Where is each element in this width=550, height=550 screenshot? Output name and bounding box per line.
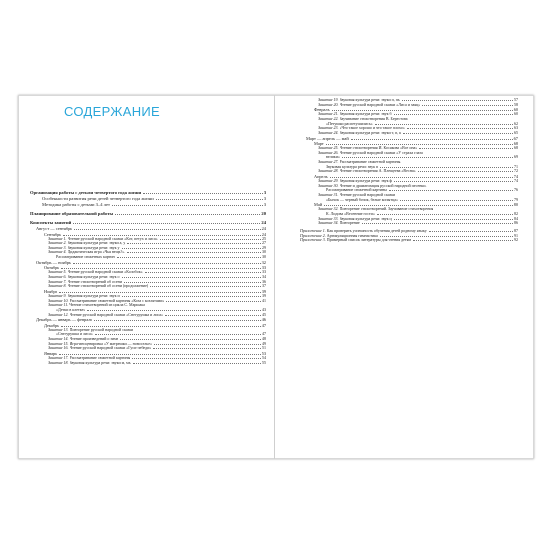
toc-page-number: 39	[261, 288, 266, 294]
toc-dot-leader	[61, 326, 261, 327]
toc-page-number: 33	[261, 265, 266, 271]
toc-entry-text: Март — апрель — май	[306, 135, 349, 141]
toc-entry-text: велики»	[326, 155, 340, 160]
toc-page-number: 60	[514, 112, 518, 117]
toc-entry-label: Занятие 2.	[48, 241, 67, 246]
toc-entry[interactable]	[300, 238, 518, 243]
toc-dot-leader	[407, 128, 513, 129]
toc-entry-text: Организация работы с детьми четвертого года жизни	[30, 190, 142, 195]
toc-entry-text: Повторение	[339, 221, 360, 226]
toc-entry-text: Февраль	[314, 107, 330, 113]
toc-page-number: 72	[514, 169, 518, 174]
toc-dot-leader	[95, 334, 261, 335]
toc-entry-label: Приложение 1.	[300, 228, 326, 233]
toc-page-number: 51	[262, 346, 266, 351]
toc-entry-label: Занятие 8.	[48, 284, 67, 289]
toc-entry-text: Звуковая культура речи: звук и	[67, 293, 120, 298]
toc-dot-leader	[117, 257, 261, 258]
toc-page-number: 76	[514, 188, 518, 193]
toc-entry-text: Чтение стихотворения А. Плещеева «Весна»	[339, 169, 416, 174]
toc-entry-text: Сентябрь	[44, 231, 62, 237]
toc-page-number: 37	[262, 284, 266, 289]
toc-entry-text: Звуковая культура речи: звуки м, мь	[69, 360, 131, 365]
toc-entry-label: Занятие 28.	[318, 169, 339, 174]
toc-dot-leader	[362, 223, 513, 224]
toc-entry-text: Ноябрь	[44, 288, 58, 294]
toc-page-number: 24	[261, 231, 266, 237]
toc-entry-label: Занятие 26.	[318, 150, 339, 155]
toc-entry-label: Занятие 34.	[318, 221, 339, 226]
toc-entry-text: Звуковая культура речи: звук ф	[339, 179, 393, 184]
toc-page-number: 41	[262, 298, 266, 303]
toc-page-number: 82	[514, 211, 518, 216]
toc-entry-text: Чтение стихотворений об осени (продолжение)	[67, 284, 149, 289]
toc-page-number: 71	[514, 164, 518, 169]
toc-entry-text: Звуковая культура речи: звуки а, у	[67, 241, 126, 246]
toc-dot-leader	[127, 243, 261, 244]
toc-page-number: 27	[262, 241, 266, 246]
toc-page-number: 86	[514, 221, 518, 226]
toc-entry-text: Звуковая культура речи: звук у	[67, 245, 120, 250]
toc-entry-text: «Петушки распетушились»	[326, 121, 373, 126]
toc-entry-label: Занятие 31.	[318, 193, 339, 197]
toc-entry-text: Звуковая культура речи: звук о	[67, 274, 120, 279]
toc-page-number: 54	[262, 355, 266, 360]
toc-dot-leader	[375, 124, 513, 125]
toc-entry-label: Занятие 22.	[318, 116, 339, 121]
toc-entry-label: Занятие 10.	[48, 298, 69, 303]
toc-entry-text: Октябрь	[44, 265, 60, 271]
toc-page-number: 3	[263, 196, 266, 201]
toc-entry-text: Игра-инсценировка «У матрешки — новоселье»	[69, 341, 152, 346]
toc-dot-leader	[403, 133, 513, 134]
toc-entry-label: Занятие 9.	[48, 293, 67, 298]
toc-dot-leader	[166, 301, 261, 302]
toc-dot-leader	[419, 148, 513, 149]
toc-left-column	[30, 190, 266, 365]
toc-entry-text: Декабрь	[44, 322, 60, 328]
toc-entry-label: Занятие 21.	[318, 112, 339, 117]
toc-entry-label: Занятие 6.	[48, 274, 67, 279]
toc-entry-text: Звуковая культура речи: звук п	[326, 164, 379, 169]
toc-entry-label: Занятие 13.	[48, 327, 69, 332]
toc-dot-leader	[380, 236, 513, 237]
toc-dot-leader	[160, 239, 261, 240]
toc-page-number: 74	[513, 174, 518, 180]
toc-page-number: 29	[262, 245, 266, 250]
toc-entry-label: Занятие 33.	[318, 216, 339, 221]
toc-entry-text: Звуковая культура речи: звук ц	[339, 216, 392, 221]
toc-entry-text: Чтение русской народной сказки «У страха глаза	[339, 150, 423, 155]
toc-entry-label: Занятие 15.	[48, 341, 69, 346]
toc-entry-text: Апрель	[314, 174, 328, 180]
toc-dot-leader	[115, 214, 260, 215]
toc-page-number: 34	[262, 274, 266, 279]
toc-entry-text: «Бычок — черный бочок, белые копытца»	[326, 197, 399, 202]
toc-entry-label: Приложение 3.	[300, 238, 326, 243]
toc-page-number: 55	[262, 360, 266, 365]
toc-page-number: 80	[513, 202, 518, 208]
toc-entry-text: Чтение стихотворений об осени	[67, 279, 122, 284]
toc-page-number: 57	[514, 98, 518, 102]
toc-page-number: 91	[514, 233, 518, 238]
toc-dot-leader	[394, 219, 513, 220]
page-title: СОДЕРЖАНИЕ	[64, 104, 161, 119]
toc-entry-text: Повторение русской народной сказки	[69, 327, 134, 332]
toc-entry-label: Занятие 5.	[48, 270, 67, 275]
toc-page-number: 20	[261, 211, 266, 216]
toc-entry-text: Звуковая культура речи: звуки п, пь	[339, 98, 400, 102]
toc-dot-leader	[342, 157, 513, 158]
toc-entry-text: Дидактическая игра «Чья вещь?».	[67, 250, 126, 255]
toc-dot-leader	[413, 240, 513, 241]
toc-dot-leader	[377, 214, 513, 215]
toc-entry-text: Артикуляционная гимнастика	[326, 233, 378, 238]
toc-entry-text: Примерный список литературы для чтения детям	[326, 238, 411, 243]
toc-entry-label: Занятие 27.	[318, 160, 339, 165]
toc-entry-text: «Детки в клетке»	[56, 307, 86, 312]
toc-dot-leader	[122, 277, 261, 278]
toc-dot-leader	[143, 193, 263, 194]
toc-entry-text: Звуковая культура речи: звук б	[339, 112, 392, 117]
book-spine	[274, 95, 275, 459]
toc-page-number: 30	[262, 250, 266, 255]
toc-page-number: 39	[262, 293, 266, 298]
toc-entry-label: Занятие 29.	[318, 179, 339, 184]
toc-dot-leader	[127, 252, 261, 253]
toc-page-number: 67	[513, 135, 518, 141]
toc-dot-leader	[73, 263, 261, 264]
toc-entry-text: Методика работы с детьми 3–4 лет	[42, 202, 111, 207]
toc-dot-leader	[59, 354, 261, 355]
toc-page-number: 53	[261, 350, 266, 356]
toc-entry-text: Чтение русской народной сказки «Лиса и заяц»	[339, 102, 421, 107]
toc-page-number: 24	[261, 220, 266, 225]
toc-entry-text: Чтение произведений о зиме	[69, 337, 119, 341]
toc-dot-leader	[332, 110, 513, 111]
toc-page-number: 3	[263, 202, 266, 207]
toc-entry-text: Заучивание стихотворения В. Берестова	[339, 116, 408, 121]
toc-dot-leader	[120, 339, 261, 340]
toc-entry-label: Занятие 3.	[48, 245, 67, 250]
toc-dot-leader	[394, 181, 513, 182]
toc-dot-leader	[63, 235, 260, 236]
toc-page-number: 45	[262, 312, 266, 317]
toc-page-number: 79	[514, 197, 518, 202]
toc-page-number: 84	[514, 216, 518, 221]
toc-entry-text: «Что такое хорошо и что такое плохо»	[339, 126, 405, 131]
toc-dot-leader	[389, 190, 513, 191]
toc-dot-leader	[165, 315, 261, 316]
toc-page-number: 68	[513, 141, 518, 147]
toc-page-number: 62	[514, 121, 518, 126]
toc-entry-label: Занятие 24.	[318, 130, 339, 135]
toc-entry-text: Чтение стихотворений из цикла С. Маршака	[69, 303, 145, 308]
toc-dot-leader	[133, 363, 261, 364]
toc-entry-label: Занятие 4.	[48, 250, 67, 255]
toc-entry-text: Рассматривание сюжетных картин	[56, 255, 115, 260]
toc-right-column	[300, 98, 518, 243]
toc-entry-text: Чтение русской народной сказки «Колобок»	[67, 270, 143, 275]
toc-entry-text: Март	[314, 141, 324, 147]
toc-entry-label: Занятие 30.	[318, 183, 339, 188]
toc-entry-label: Занятие 14.	[48, 337, 69, 341]
toc-page-number: 24	[261, 226, 266, 231]
toc-page-number: 58	[514, 102, 518, 107]
toc-page-number: 3	[263, 190, 266, 195]
toc-entry-text: Рассматривание сюжетной картины «Коза с козлятами»	[69, 298, 165, 303]
toc-entry-text: Чтение русской народной сказки «Кот, петух и лиса»	[67, 236, 158, 241]
toc-entry-label: Занятие 25.	[318, 146, 339, 151]
toc-page-number: 60	[513, 107, 518, 113]
toc-page-number: 92	[514, 238, 518, 243]
toc-entry-text: Звуковая культура речи: звуки т, п, к	[339, 130, 402, 135]
toc-page-number: 49	[262, 341, 266, 346]
toc-entry-text: Январь	[44, 350, 58, 356]
toc-entry-text: Декабрь — январь — февраль	[36, 317, 93, 323]
toc-entry-label: Занятие 7.	[48, 279, 67, 284]
toc-entry-text: Планирование образовательной работы	[30, 211, 114, 216]
toc-entry-text: Май	[314, 202, 323, 208]
toc-dot-leader	[154, 344, 261, 345]
toc-dot-leader	[87, 310, 261, 311]
toc-entry-text: Чтение стихотворения И. Косякова «Все она»	[339, 146, 418, 151]
toc-entry-label: Занятие 17.	[48, 355, 69, 360]
toc-entry-label: Занятие 32.	[318, 207, 339, 212]
toc-dot-leader	[324, 205, 513, 206]
toc-entry-text: Чтение русской народной сказки	[339, 193, 396, 197]
toc-entry-label: Занятие 19.	[318, 98, 339, 102]
toc-dot-leader	[132, 358, 261, 359]
toc-entry-label: Занятие 12.	[48, 312, 69, 317]
toc-entry-text: К. Лидова «Весенние гости»	[326, 211, 375, 216]
toc-page-number: 68	[514, 146, 518, 151]
toc-dot-leader	[73, 223, 260, 224]
toc-dot-leader	[150, 286, 261, 287]
toc-dot-leader	[122, 248, 261, 249]
toc-entry-text: «Снегурушка и лиса»	[56, 332, 93, 337]
toc-dot-leader	[400, 200, 513, 201]
toc-dot-leader	[94, 320, 260, 321]
toc-entry-label: Занятие 11.	[48, 303, 69, 308]
toc-page-number: 32	[261, 259, 266, 265]
toc-dot-leader	[74, 229, 260, 230]
toc-entry-text: Повторение стихотворений. Заучивание стихотворения	[339, 207, 434, 212]
toc-page-number: 33	[262, 270, 266, 275]
toc-page-number: 36	[262, 279, 266, 284]
toc-dot-leader	[156, 199, 263, 200]
toc-page-number: 47	[261, 322, 266, 328]
toc-dot-leader	[429, 231, 513, 232]
toc-entry-text: Чтение и драматизация русской народной песенки.	[339, 183, 427, 188]
toc-dot-leader	[418, 171, 513, 172]
toc-page-number: 47	[262, 332, 266, 337]
toc-dot-leader	[124, 282, 261, 283]
toc-entry-text: Как проверить успешность обучения детей родному языку	[326, 228, 427, 233]
toc-page-number: 46	[261, 317, 266, 323]
toc-entry-text: Чтение русской народной сказки «Гуси-лебеди»	[69, 346, 152, 351]
toc-entry-text: Чтение русской народной сказки «Снегурушка и лиса»	[69, 312, 164, 317]
toc-dot-leader	[326, 144, 513, 145]
toc-page-number: 48	[262, 337, 266, 341]
toc-entry-label: Занятие 16.	[48, 346, 69, 351]
toc-dot-leader	[402, 100, 513, 101]
toc-entry-text: Конспекты занятий	[30, 220, 72, 225]
toc-page-number: 63	[514, 126, 518, 131]
toc-entry-label: Занятие 1.	[48, 236, 67, 241]
toc-dot-leader	[153, 348, 261, 349]
toc-page-number: 25	[262, 236, 266, 241]
toc-entry-text: Рассматривание сюжетной картины.	[339, 160, 402, 165]
toc-entry-label: Занятие 18.	[48, 360, 69, 365]
toc-entry-text: Октябрь — ноябрь	[36, 259, 72, 265]
toc-entry-text: Особенности развития речи детей четвертого года жизни	[42, 196, 154, 201]
toc-dot-leader	[422, 105, 513, 106]
toc-dot-leader	[112, 205, 263, 206]
toc-dot-leader	[61, 268, 260, 269]
toc-entry-label: Приложение 2.	[300, 233, 326, 238]
toc-dot-leader	[380, 167, 513, 168]
toc-dot-leader	[394, 114, 513, 115]
toc-page-number: 69	[514, 155, 518, 160]
toc-dot-leader	[330, 177, 513, 178]
toc-dot-leader	[351, 139, 513, 140]
toc-page-number: 74	[514, 179, 518, 184]
toc-entry-text: Рассматривание сюжетной картины	[326, 188, 387, 193]
toc-page-number: 43	[262, 307, 266, 312]
toc-page-number: 87	[514, 228, 518, 233]
toc-entry-label: Занятие 23.	[318, 126, 339, 131]
toc-page-number: 65	[514, 130, 518, 135]
toc-entry-text: Рассматривание сюжетной картины	[69, 355, 131, 360]
toc-dot-leader	[145, 272, 261, 273]
toc-entry-label: Занятие 20.	[318, 102, 339, 107]
toc-dot-leader	[59, 292, 260, 293]
toc-entry[interactable]	[30, 361, 266, 366]
toc-entry-text: Август — сентябрь	[36, 226, 73, 231]
toc-page-number: 30	[262, 255, 266, 260]
toc-dot-leader	[122, 296, 261, 297]
